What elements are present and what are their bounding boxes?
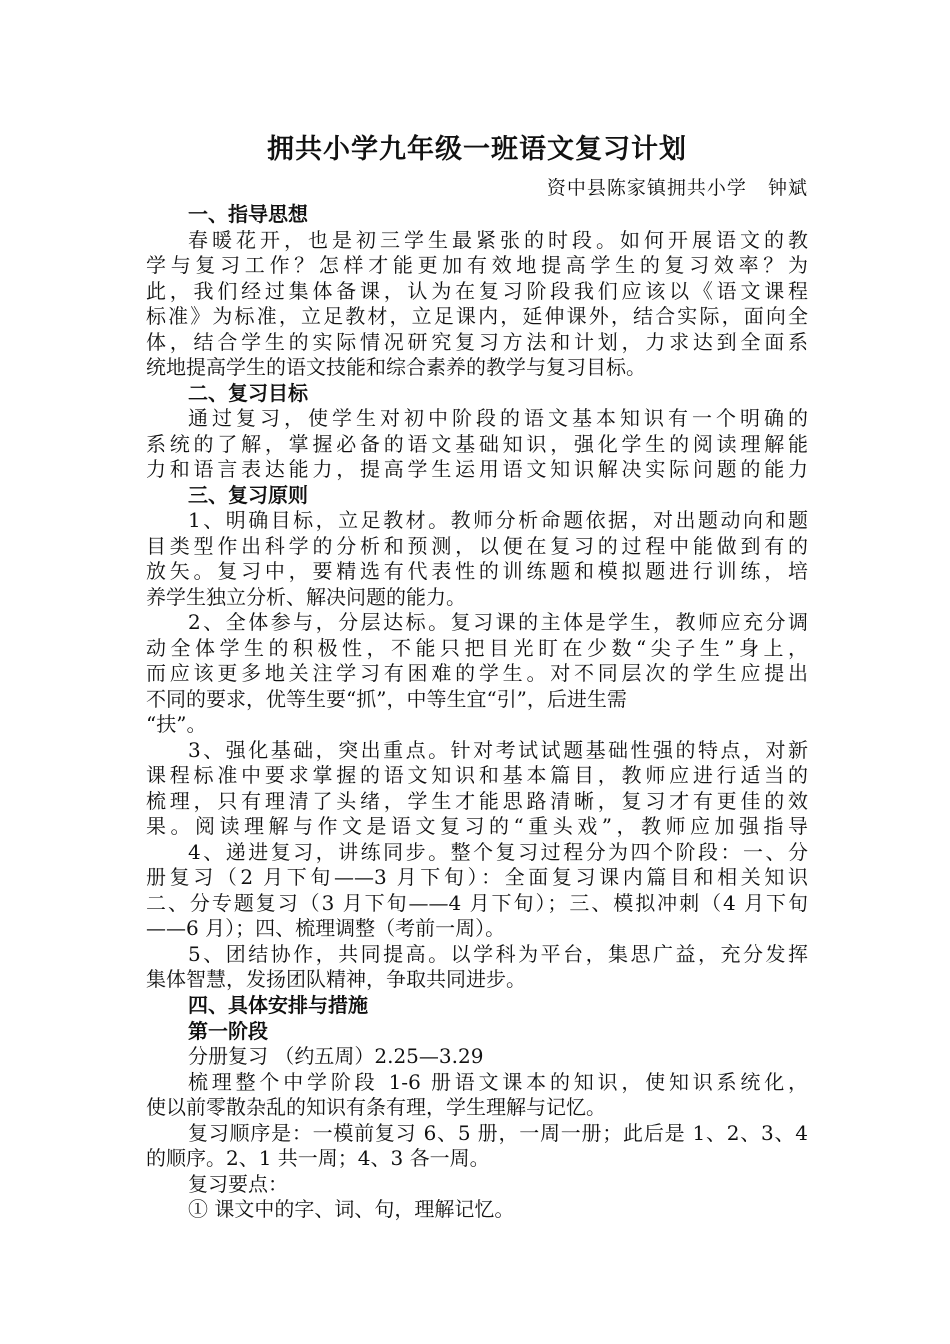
text-line: 梳理，只有理清了头绪，学生才能思路清晰，复习才有更佳的效 — [146, 788, 808, 813]
text-line: 分册复习 （约五周）2.25—3.29 — [188, 1044, 484, 1068]
author-line: 资中县陈家镇拥共小学 钟斌 — [546, 177, 808, 199]
principle-5 — [146, 942, 808, 993]
text-line: 使以前零散杂乱的知识有条有理，学生理解与记忆。 — [146, 1095, 606, 1119]
text-line: 4、递进复习，讲练同步。整个复习过程分为四个阶段：一、分 — [188, 839, 808, 864]
text-line: 二、分专题复习（3 月下旬——4 月下旬）；三、模拟冲刺（4 月下旬 — [146, 890, 808, 915]
paragraph — [146, 228, 808, 381]
text-line: 的顺序。2、1 共一周；4、3 各一周。 — [146, 1146, 490, 1170]
stage-heading: 第一阶段 — [188, 1019, 268, 1043]
section-heading: 二、复习目标 — [188, 380, 308, 405]
text-line: 1、明确目标，立足教材。教师分析命题依据，对出题动向和题 — [188, 508, 808, 532]
text-line: “扶”。 — [146, 712, 207, 736]
text-line: 养学生独立分析、解决问题的能力。 — [146, 584, 466, 609]
principle-1 — [146, 508, 808, 610]
paragraph — [146, 1121, 808, 1172]
text-line: 3、强化基础，突出重点。针对考试试题基础性强的特点，对新 — [188, 737, 808, 762]
text-line: 学与复习工作？怎样才能更加有效地提高学生的复习效率？为 — [146, 253, 808, 277]
text-line: 复习顺序是：一模前复习 6、5 册，一周一册；此后是 1、2、3、4 — [188, 1120, 808, 1145]
text-line: 通过复习，使学生对初中阶段的语文基本知识有一个明确的 — [188, 406, 808, 430]
document-page — [146, 128, 808, 1223]
text-line: 果。阅读理解与作文是语文复习的“重头戏”，教师应加强指导 — [146, 814, 808, 838]
section-heading: 三、复习原则 — [188, 482, 308, 507]
text-line: 复习要点： — [188, 1171, 288, 1196]
text-line: 力和语言表达能力，提高学生运用语文知识解决实际问题的能力 — [146, 457, 808, 481]
section-heading: 四、具体安排与措施 — [188, 992, 368, 1017]
principle-3 — [146, 738, 808, 840]
document-title: 拥共小学九年级一班语文复习计划 — [267, 134, 687, 165]
paragraph — [146, 406, 808, 483]
text-line: 目类型作出科学的分析和预测，以便在复习的过程中能做到有的 — [146, 533, 808, 558]
principle-2 — [146, 610, 808, 738]
text-line: 系统的了解，掌握必备的语文基础知识，强化学生的阅读理解能 — [146, 431, 808, 456]
text-line: 而应该更多地关注学习有困难的学生。对不同层次的学生应提出 — [146, 661, 808, 685]
text-line: 不同的要求，优等生要“抓”，中等生宜“引”，后进生需 — [146, 686, 627, 711]
text-line: 5、团结协作，共同提高。以学科为平台，集思广益，充分发挥 — [188, 941, 808, 966]
text-line: 课程标准中要求掌握的语文知识和基本篇目，教师应进行适当的 — [146, 763, 808, 787]
text-line: 梳理整个中学阶段 1-6 册语文课本的知识，使知识系统化， — [188, 1069, 808, 1094]
list-item: ① 课文中的字、词、句，理解记忆。 — [188, 1197, 515, 1221]
text-line: 放矢。复习中，要精选有代表性的训练题和模拟题进行训练，培 — [146, 559, 808, 583]
text-line: 动全体学生的积极性，不能只把目光盯在少数“尖子生”身上， — [146, 635, 808, 660]
text-line: 集体智慧，发扬团队精神，争取共同进步。 — [146, 967, 526, 991]
text-line: 2、全体参与，分层达标。复习课的主体是学生，教师应充分调 — [188, 610, 808, 634]
paragraph — [146, 1070, 808, 1121]
text-line: 统地提高学生的语文技能和综合素养的教学与复习目标。 — [146, 355, 646, 379]
text-line: 册复习（2 月下旬——3 月下旬）：全面复习课内篇目和相关知识 — [146, 865, 808, 889]
principle-4 — [146, 840, 808, 942]
text-line: 此，我们经过集体备课，认为在复习阶段我们应该以《语文课程 — [146, 278, 808, 303]
text-line: 春暖花开，也是初三学生最紧张的时段。如何开展语文的教 — [188, 227, 808, 252]
section-heading: 一、指导思想 — [188, 202, 308, 226]
text-line: ——6 月）；四、梳理调整（考前一周）。 — [146, 916, 506, 940]
text-line: 标准》为标准，立足教材，立足课内，延伸课外，结合实际，面向全 — [146, 304, 808, 328]
text-line: 体，结合学生的实际情况研究复习方法和计划，力求达到全面系 — [146, 329, 808, 354]
